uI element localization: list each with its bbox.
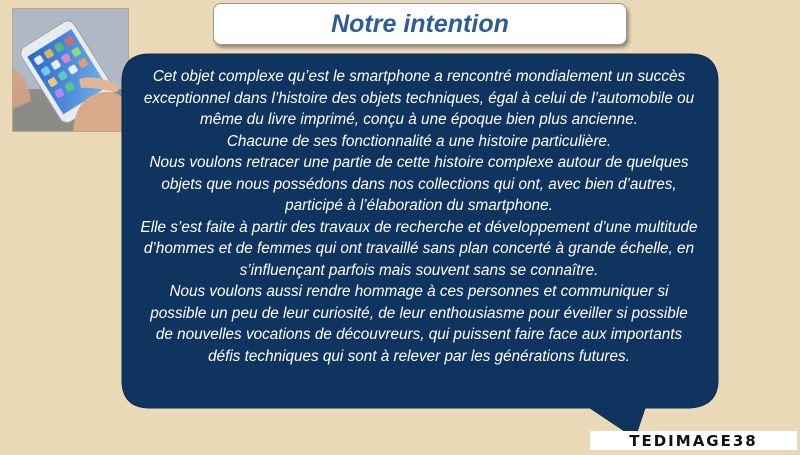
paragraph: Cet objet complexe qu’est le smartphone a rencontré mondialement un succès exceptionnel dans l’histoire des objets techniques, égal à celui de l’automobile ou même du livre imprimé, conçu à une époque bien plus ancienne. <box>143 68 695 128</box>
paragraph: Nous voulons aussi rendre hommage à ces personnes et communiquer si possible un peu de leur curiosité, de leur enthousiasme pour éveiller si possible de nouvelles vocations de découvreurs, qui puissent faire face aux importants défis techniques qui sont à relever par les générations futures. <box>150 283 688 365</box>
page-title: Notre intention <box>331 9 509 38</box>
tedimage-logo <box>590 431 797 450</box>
paragraph: Elle s’est faite à partir des travaux de recherche et développement d’une multitude d’hommes et de femmes qui ont travaillé sans plan concerté à grande échelle, en s’influençant parfois mais souvent sans se connaître. <box>140 218 698 279</box>
paragraph: Nous voulons retracer une partie de cette histoire complexe autour de quelques objets que nous possédons dans nos collections qui ont, avec bien d’autres, participé à l’élaboration du smartphone. <box>149 154 689 214</box>
logo-text: TEDIMAGE38 <box>629 431 758 450</box>
intention-text <box>140 66 698 367</box>
paragraph: Chacune de ses fonctionnalité a une histoire particulière. <box>226 132 612 150</box>
